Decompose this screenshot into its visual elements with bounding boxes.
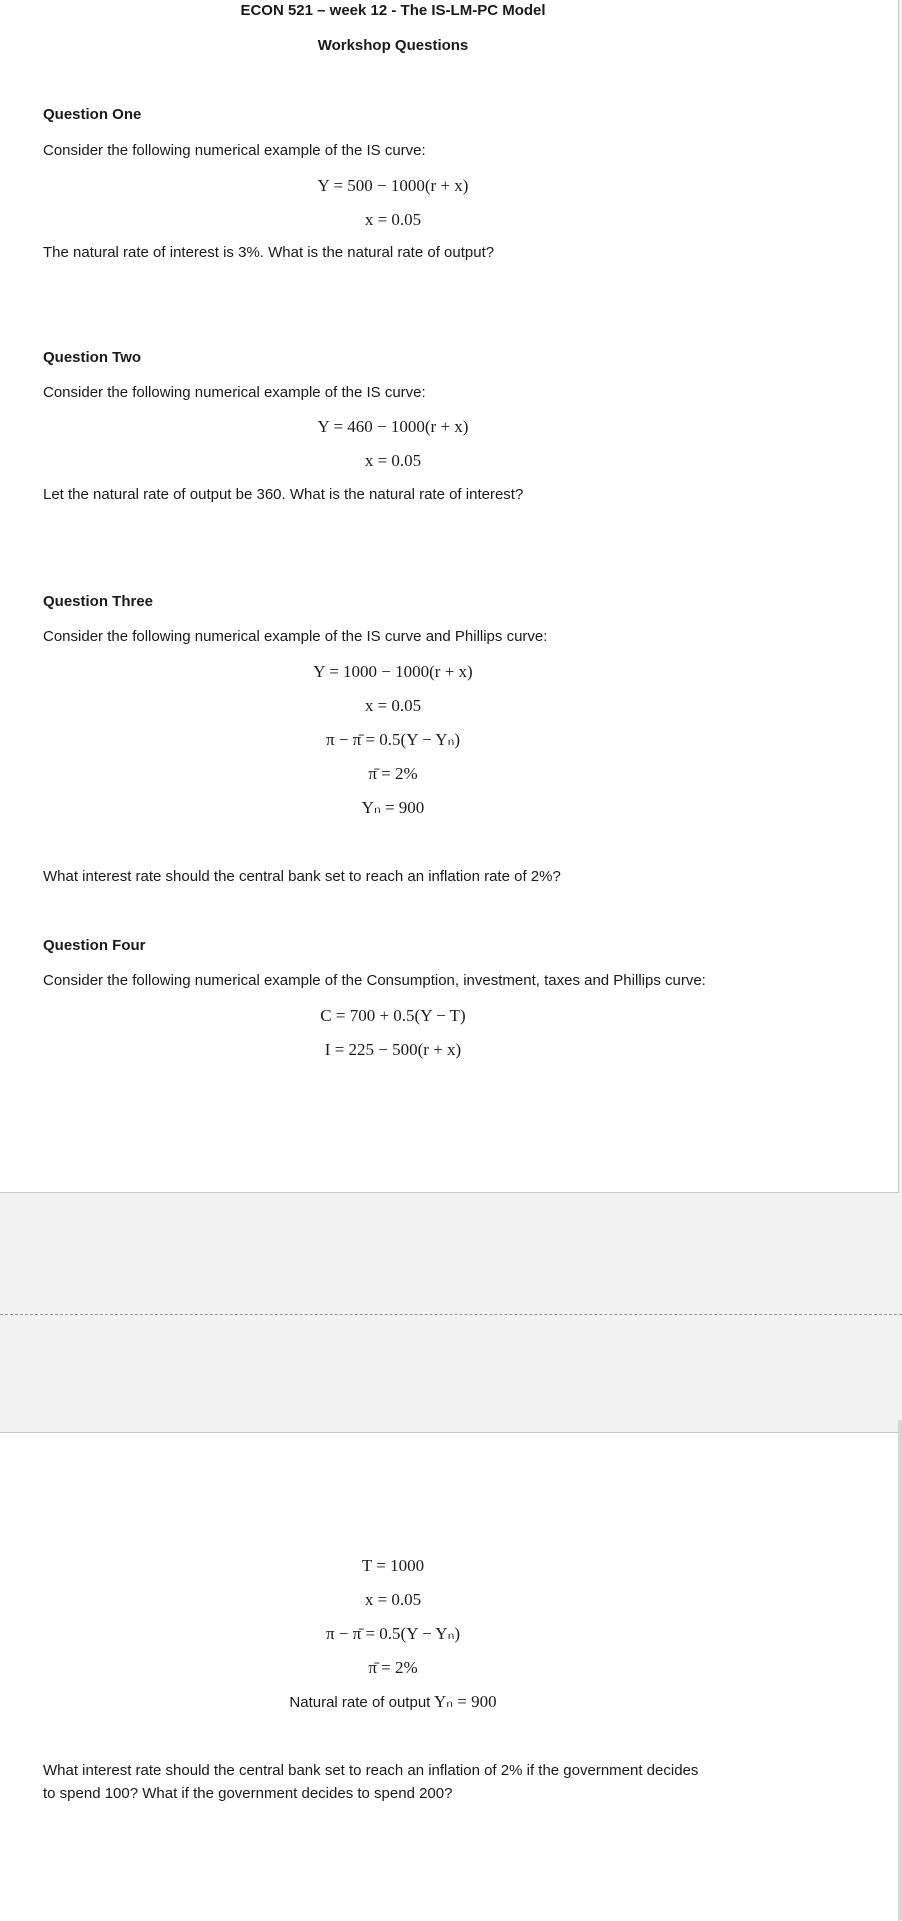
question-three-equation-3: π − π̄ = 0.5(Y − Yₙ): [325, 730, 461, 749]
document-title: ECON 521 – week 12 - The IS-LM-PC Model: [240, 2, 546, 19]
question-four-equation-1: C = 700 + 0.5(Y − T): [320, 1006, 466, 1025]
question-three-text: What interest rate should the central bank set to reach an inflation rate of 2%?: [43, 868, 561, 885]
question-three-equation-1: Y = 1000 − 1000(r + x): [313, 662, 473, 681]
question-two-equation-2: x = 0.05: [364, 451, 422, 470]
question-four-equation-6: π̄ = 2%: [368, 1658, 418, 1677]
question-four-equation-4: x = 0.05: [364, 1590, 422, 1609]
question-three-equation-4: π̄ = 2%: [368, 764, 418, 783]
page-break-divider: [0, 1314, 902, 1315]
question-three-equation-5: Yₙ = 900: [361, 798, 425, 817]
question-four-equation-7: [0, 1691, 786, 1714]
question-three-heading: Question Three: [43, 593, 154, 610]
question-four-equation-3: T = 1000: [361, 1556, 425, 1575]
question-two-intro: Consider the following numerical example of the IS curve:: [43, 384, 426, 401]
question-one-equation-2: x = 0.05: [364, 210, 422, 229]
question-one-equation-1: Y = 500 − 1000(r + x): [317, 176, 469, 195]
question-four-intro: Consider the following numerical example of the Consumption, investment, taxes and Phillips curve:: [43, 972, 706, 989]
document-page-2: [0, 1432, 899, 1921]
question-four-equation-2: I = 225 − 500(r + x): [324, 1040, 462, 1059]
question-three-equation-2: x = 0.05: [364, 696, 422, 715]
question-four-equation-5: π − π̄ = 0.5(Y − Yₙ): [325, 1624, 461, 1643]
natural-output-label: Natural rate of output: [289, 1694, 431, 1711]
question-one-text: The natural rate of interest is 3%. What is the natural rate of output?: [43, 244, 495, 261]
question-three-intro: Consider the following numerical example of the IS curve and Phillips curve:: [43, 628, 548, 645]
natural-output-equation: Yₙ = 900: [433, 1692, 497, 1711]
question-four-text-line-1: What interest rate should the central bank set to reach an inflation of 2% if the government decides: [43, 1762, 699, 1779]
question-two-equation-1: Y = 460 − 1000(r + x): [317, 417, 469, 436]
question-four-text-line-2: to spend 100? What if the government decides to spend 200?: [43, 1785, 453, 1802]
question-one-heading: Question One: [43, 106, 142, 123]
question-two-text: Let the natural rate of output be 360. What is the natural rate of interest?: [43, 486, 524, 503]
question-four-heading: Question Four: [43, 937, 146, 954]
scrollbar-track[interactable]: [898, 1420, 902, 1920]
document-subtitle: Workshop Questions: [317, 37, 469, 54]
question-one-intro: Consider the following numerical example of the IS curve:: [43, 142, 426, 159]
question-two-heading: Question Two: [43, 349, 142, 366]
